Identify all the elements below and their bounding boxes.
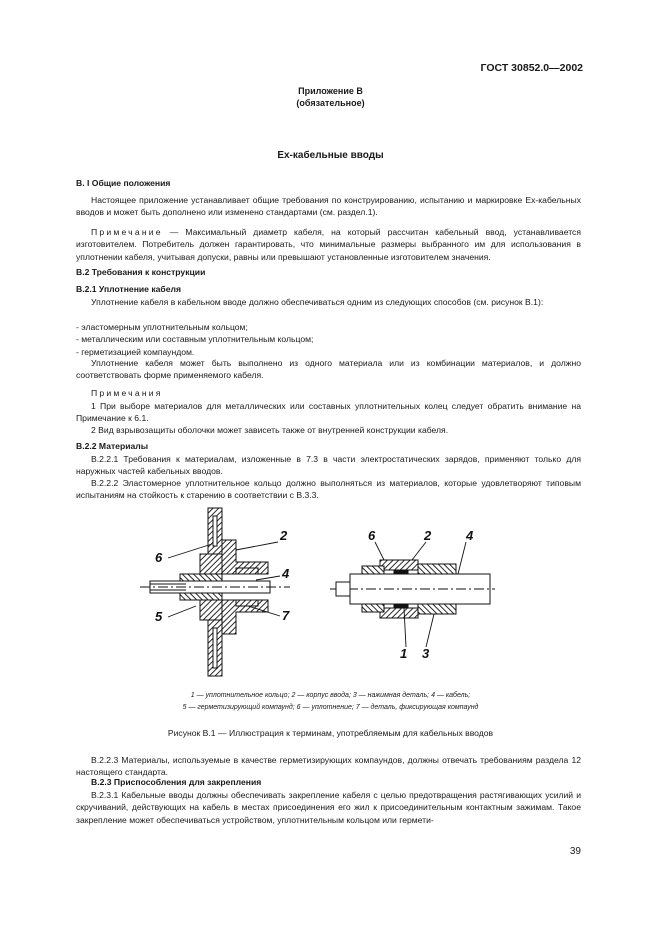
notes-label: Примечания (91, 388, 163, 398)
note-2: 2 Вид взрывозащиты оболочки может зависеть также от внутренней конструкции кабеля. (91, 425, 449, 435)
figure-legend-2: 5 — герметизирующий компаунд; 6 — уплотнение; 7 — деталь, фиксирующая компаунд (182, 704, 479, 711)
note-b1 (76, 226, 581, 263)
section-title: Ех-кабельные вводы (277, 150, 384, 161)
heading-b1: В. I Общие положения (76, 178, 171, 188)
appendix-subtitle: (обязательное) (296, 98, 365, 108)
appendix-title: Приложение В (298, 86, 363, 96)
list-item: - эластомерным уплотнительным кольцом; (76, 322, 248, 332)
paragraph-b222: В.2.2.2 Эластомерное уплотнительное кольцо должно выполняться из материалов, которые удовлетворяют типовым испытаниям на стойкость к старению в соответствии с В.3.3. (76, 478, 581, 501)
heading-b21: В.2.1 Уплотнение кабеля (76, 284, 181, 294)
page-number: 39 (569, 846, 581, 857)
heading-b2: В.2 Требования к конструкции (76, 267, 206, 277)
figure-caption: Рисунок В.1 — Иллюстрация к терминам, употребляемым для кабельных вводов (167, 728, 494, 738)
list-b21 (76, 321, 313, 358)
heading-b23: В.2.3 Приспособления для закрепления (91, 777, 262, 787)
paragraph-b21b: Уплотнение кабеля может быть выполнено из одного материала или из комбинации материалов, и должно соответствовать форме применяемого кабеля. (76, 358, 581, 381)
list-item: - металлическим или составным уплотнительным кольцом; (76, 334, 314, 345)
paragraph-b231: В.2.3.1 Кабельные вводы должны обеспечивать закрепление кабеля с целью предотвращения растягивающих усилий и скручиваний, действующих на кабель в местах присоединения его жил к присоединительным контактным зажимам. Такое закрепление может обеспечиваться устройством, уплотнительным кольцом или гермети- (76, 790, 581, 825)
fig-label: 4 (282, 566, 290, 581)
fig-label: 6 (155, 550, 163, 565)
paragraph-b221: В.2.2.1 Требования к материалам, изложенные в 7.3 в части электростатических зарядов, применяют только для наружных частей кабельных вводов. (76, 454, 581, 477)
fig-label: 7 (282, 608, 290, 623)
fig-label: 2 (424, 528, 432, 543)
fig-label: 2 (280, 528, 288, 543)
fig-label: 5 (155, 609, 163, 624)
fig-label: 6 (368, 528, 376, 543)
note-label: Примечание (91, 227, 163, 237)
paragraph-b21: Уплотнение кабеля в кабельном вводе должно обеспечиваться одним из следующих способов (см. рисунок В.1): (91, 297, 544, 307)
paragraph-b223: В.2.2.3 Материалы, используемые в качестве герметизирующих компаундов, должны отвечать требованиям раздела 12 настоящего стандарта. (76, 755, 581, 778)
standard-number: ГОСТ 30852.0—2002 (480, 62, 583, 74)
note-text: — Максимальный диаметр кабеля, на который рассчитан кабельный ввод, устанавливается изготовителем. Потребитель должен гарантировать, что минимальные размеры выбранного им для использования в уплотнении кабеля, учитывая допуски, равны или превышают установленные изготовителем значения. (76, 227, 581, 262)
fig-label: 3 (422, 646, 430, 661)
note-1: 1 При выборе материалов для металлических или составных уплотнительных колец следует обратить внимание на Примечание к 6.1. (76, 401, 581, 424)
right-gland-drawing (330, 560, 495, 618)
figure-legend-1: 1 — уплотнительное кольцо; 2 — корпус ввода; 3 — нажимная деталь; 4 — кабель; (190, 692, 471, 699)
fig-label: 4 (466, 528, 474, 543)
left-gland-drawing (140, 508, 290, 676)
list-item: - герметизацией компаундом. (76, 346, 195, 357)
heading-b22: В.2.2 Материалы (76, 441, 149, 451)
fig-label: 1 (400, 646, 408, 661)
paragraph-b1: Настоящее приложение устанавливает общие требования по конструированию, испытанию и маркировке Ех-кабельных вводов и может быть дополнено или изменено стандартами (см. раздел.1). (76, 195, 581, 218)
figure-b1-drawing (0, 500, 661, 690)
